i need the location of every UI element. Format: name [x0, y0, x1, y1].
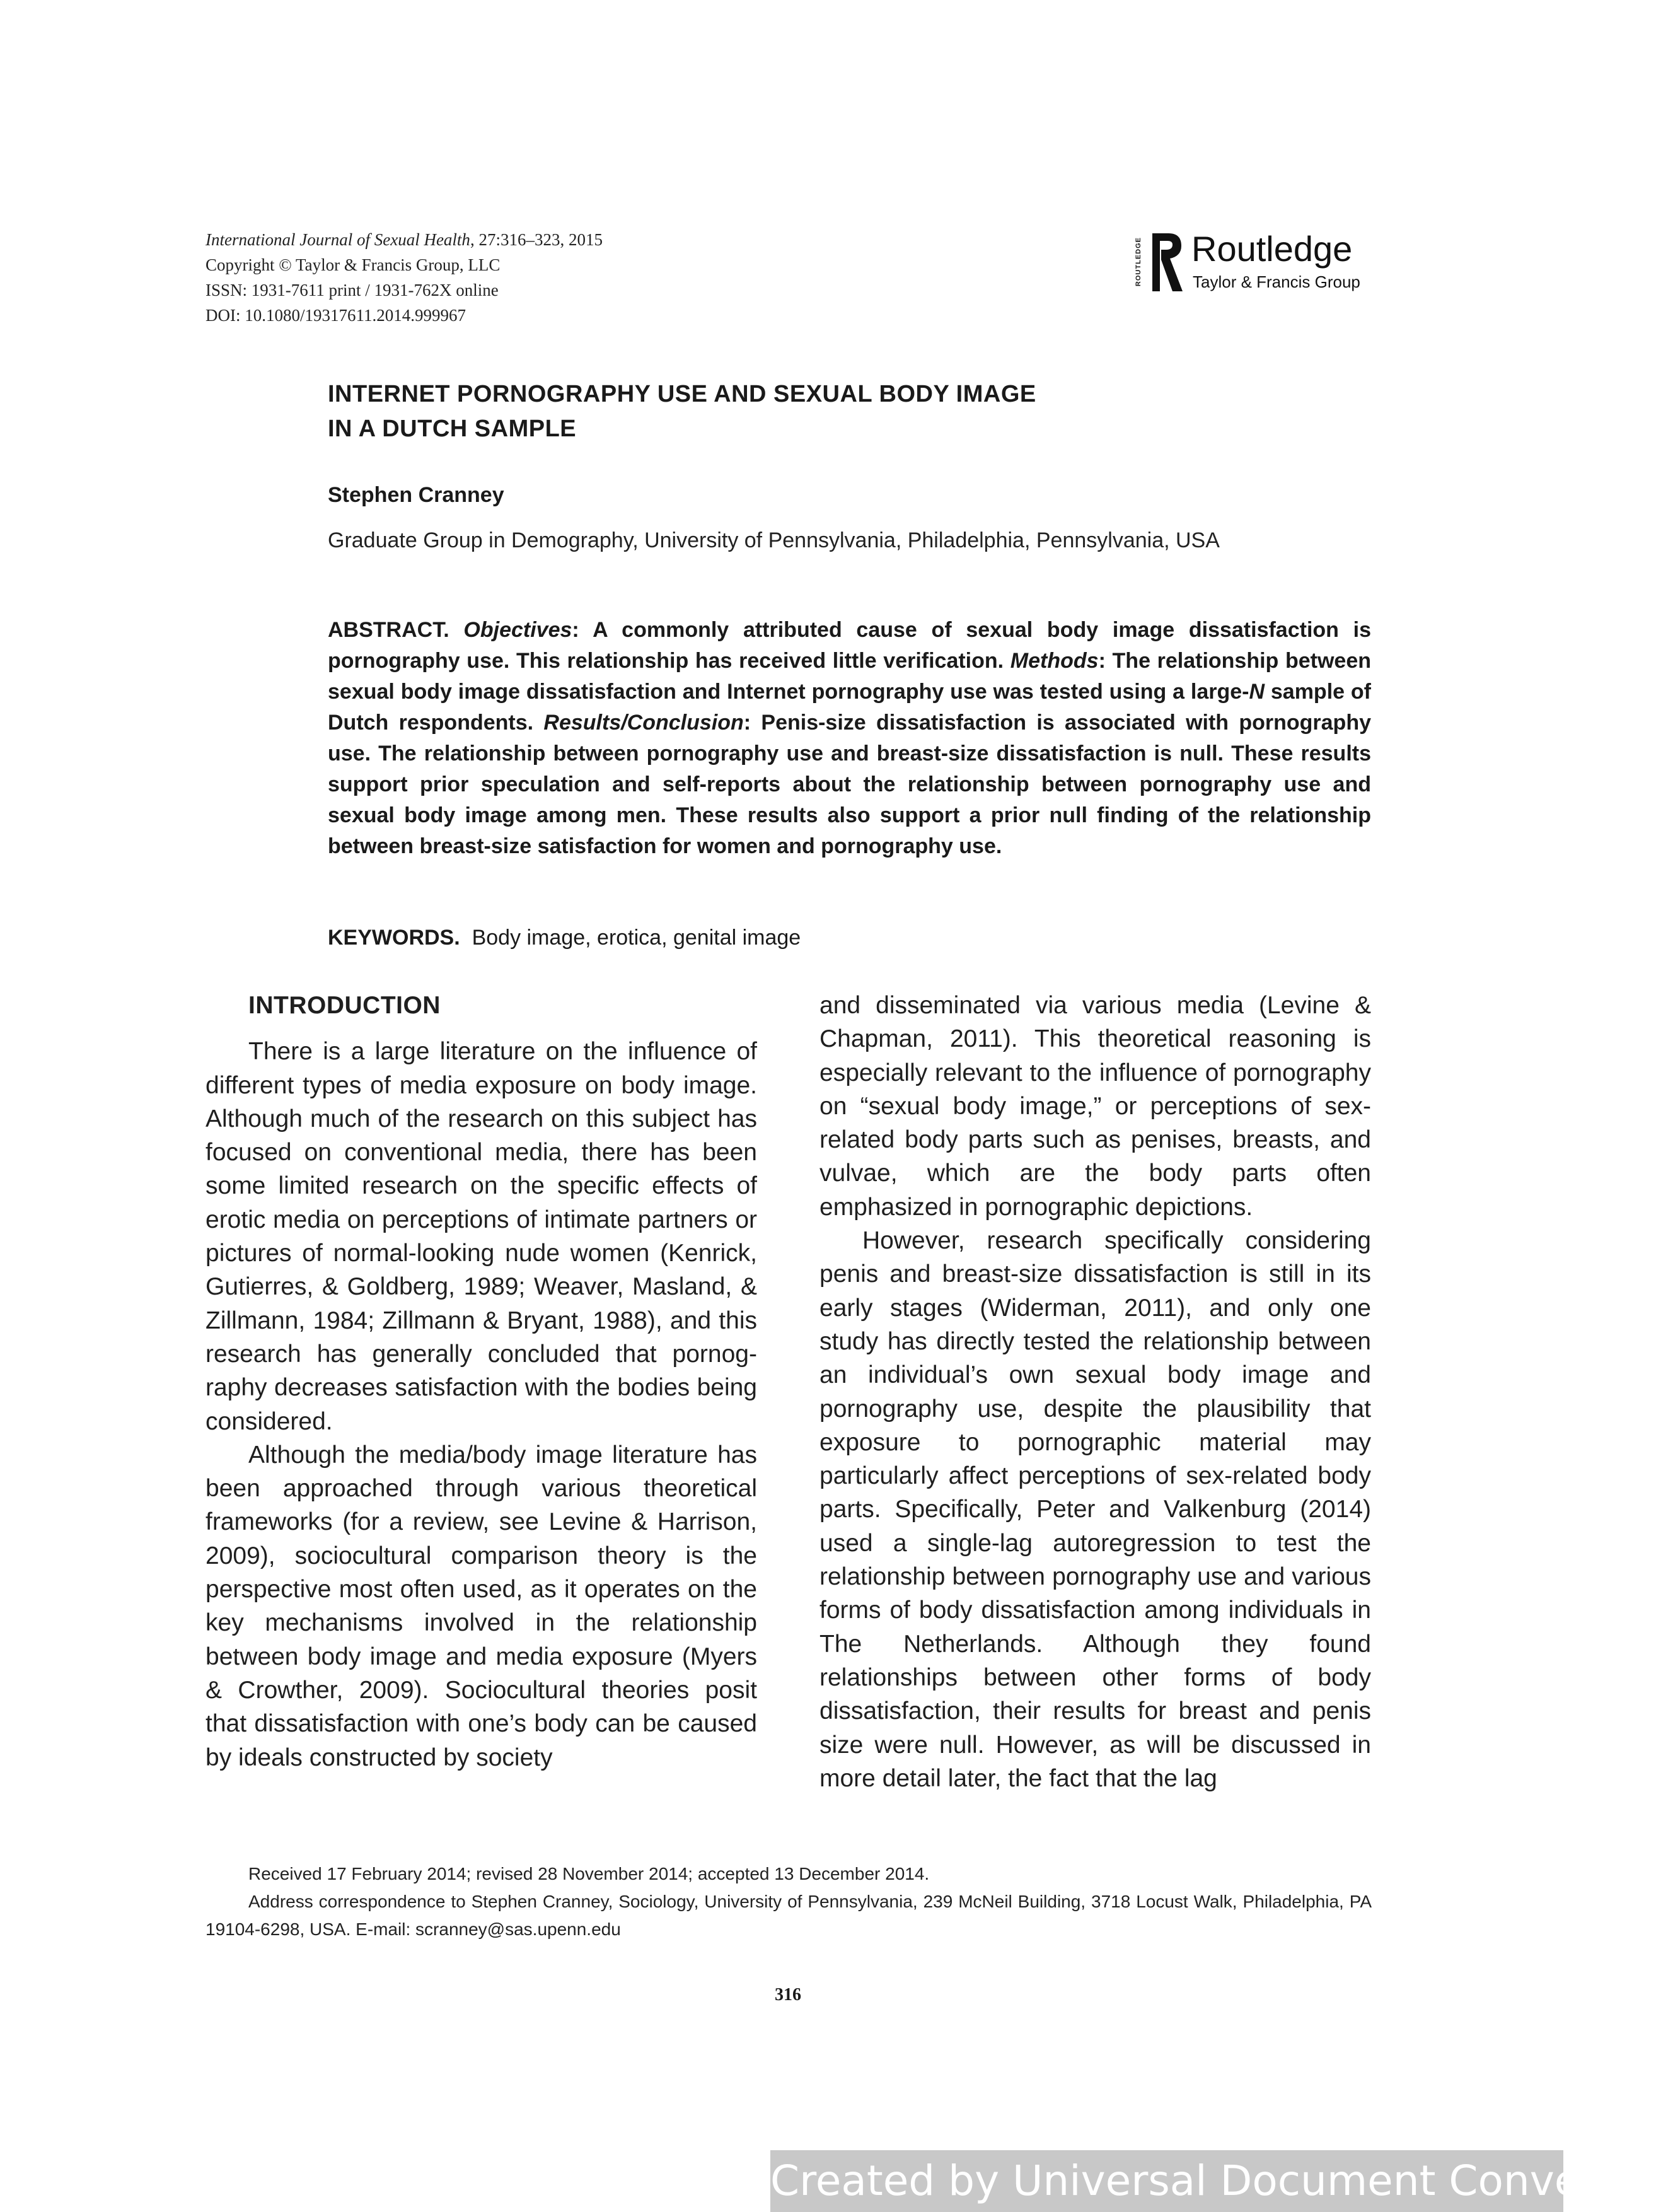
author-affiliation: Graduate Group in Demography, University of Pennsylvania, Philadelphia, Pennsylvania, USA: [328, 528, 1220, 552]
results-text: : Penis-size dissatisfaction is associated with pornography use. The relationship between pornography use and breast-size dissatisfaction is null. These results support prior speculation and self-reports about the relationship between pornography use and sexual body image among men. These results also support a prior null finding of the relationship between breast-size satisfaction for women and pornography use.: [328, 711, 1372, 858]
footnotes: [206, 1860, 1372, 1943]
section-heading: INTRODUCTION: [248, 992, 441, 1019]
doi-line: DOI: 10.1080/19317611.2014.999967: [206, 306, 466, 325]
methods-label: Methods: [1010, 649, 1099, 673]
logo-group: Taylor & Francis Group: [1193, 272, 1360, 291]
methods-n: N: [1249, 680, 1265, 704]
journal-name: International Journal of Sexual Health: [206, 230, 470, 249]
keywords-label: KEYWORDS.: [328, 926, 460, 950]
issn-line: ISSN: 1931-7611 print / 1931-762X online: [206, 281, 499, 300]
objectives-text: : A commonly attributed cause of sexual body image dissatisfaction is pornography use. This relationship has received little verification.: [328, 618, 1371, 673]
publisher-logo: [1135, 228, 1374, 298]
methods-text-b: sample of Dutch respondents.: [328, 680, 1371, 735]
received-note: Received 17 February 2014; revised 28 November 2014; accepted 13 December 2014.: [248, 1864, 930, 1883]
routledge-r-icon: [1147, 231, 1185, 294]
page-number: 316: [775, 1985, 801, 2005]
body-paragraph-continuation: and disseminated via various media (Levine & Chapman, 2011). This theoretical reasoning is especially relevant to the influence of pornography on “sexual body image,” or perceptions of sex-related body parts such as penises, breasts, and vulvae, which are the body parts often emphasized in pornographic depictions.: [819, 992, 1371, 1221]
title-line-1: INTERNET PORNOGRAPHY USE AND SEXUAL BODY IMAGE: [328, 381, 1036, 407]
objectives-label: Objectives: [463, 618, 572, 642]
methods-text-a: : The relationship between sexual body image dissatisfaction and Internet pornography use was tested using a large-: [328, 649, 1371, 704]
title-line-2: IN A DUTCH SAMPLE: [328, 416, 577, 442]
journal-citation: , 27:316–323, 2015: [470, 230, 603, 249]
body-paragraph: There is a large literature on the influence of different types of media exposure on body image. Although much of the research on this subject has focused on conventional media, there has been some limited research on the specific effects of erotic media on perceptions of intimate partners or pictures of normal-looking nude women (Kenrick, Gutierres, & Goldberg, 1989; Weaver, Masland, & Zillmann, 1984; Zillmann & Bryant, 1988), and this research has generally concluded that pornography decreases satisfaction with the bodies being considered.: [206, 1038, 757, 1435]
keywords-text: Body image, erotica, genital image: [472, 926, 801, 950]
watermark-banner: Created by Universal Document Converter: [770, 2150, 1563, 2212]
results-label: Results/Conclusion: [543, 711, 744, 735]
journal-citation-line: [206, 227, 603, 252]
body-column-right: [819, 989, 1371, 1795]
logo-vertical-text: ROUTLEDGE: [1135, 237, 1142, 287]
body-column-left: [206, 989, 757, 1774]
body-paragraph: Although the media/body image literature has been approached through various theoretical frameworks (for a review, see Levine & Harrison, 2009), sociocultural comparison theory is the perspective most often used, as it operates on the key mechanisms involved in the relationship between body image and media exposure (Myers & Crowther, 2009). Sociocultural theories posit that dissatisfaction with one’s body can be caused by ideals constructed by society: [206, 1441, 757, 1771]
article-title: [328, 377, 1273, 446]
abstract-label: ABSTRACT.: [328, 618, 449, 642]
abstract: [328, 615, 1371, 862]
body-paragraph: However, research specifically considering penis and breast-size dissatisfaction is still in its early stages (Widerman, 2011), and only one study has directly tested the relationship between an individual’s own sexual body image and pornography use, despite the plausibility that exposure to pornographic material may particularly affect perceptions of sex-related body parts. Specifically, Peter and Valkenburg (2014) used a single-lag autoregression to test the relationship between pornography use and various forms of body dissatisfaction among individuals in The Netherlands. Although they found relationships between other forms of body dissatisfaction, their results for breast and penis size were null. However, as will be discussed in more detail later, the fact that the lag: [819, 1227, 1371, 1792]
author-name: Stephen Cranney: [328, 483, 504, 507]
journal-meta: [206, 227, 603, 328]
keywords: [328, 926, 801, 950]
correspondence-note: Address correspondence to Stephen Cranney, Sociology, University of Pennsylvania, 239 McNeil Building, 3718 Locust Walk, Philadelphia, PA 19104-6298, USA. E-mail: scranney@sas.upenn.edu: [206, 1892, 1372, 1939]
copyright-line: Copyright © Taylor & Francis Group, LLC: [206, 255, 501, 274]
logo-brand: Routledge: [1191, 229, 1353, 269]
